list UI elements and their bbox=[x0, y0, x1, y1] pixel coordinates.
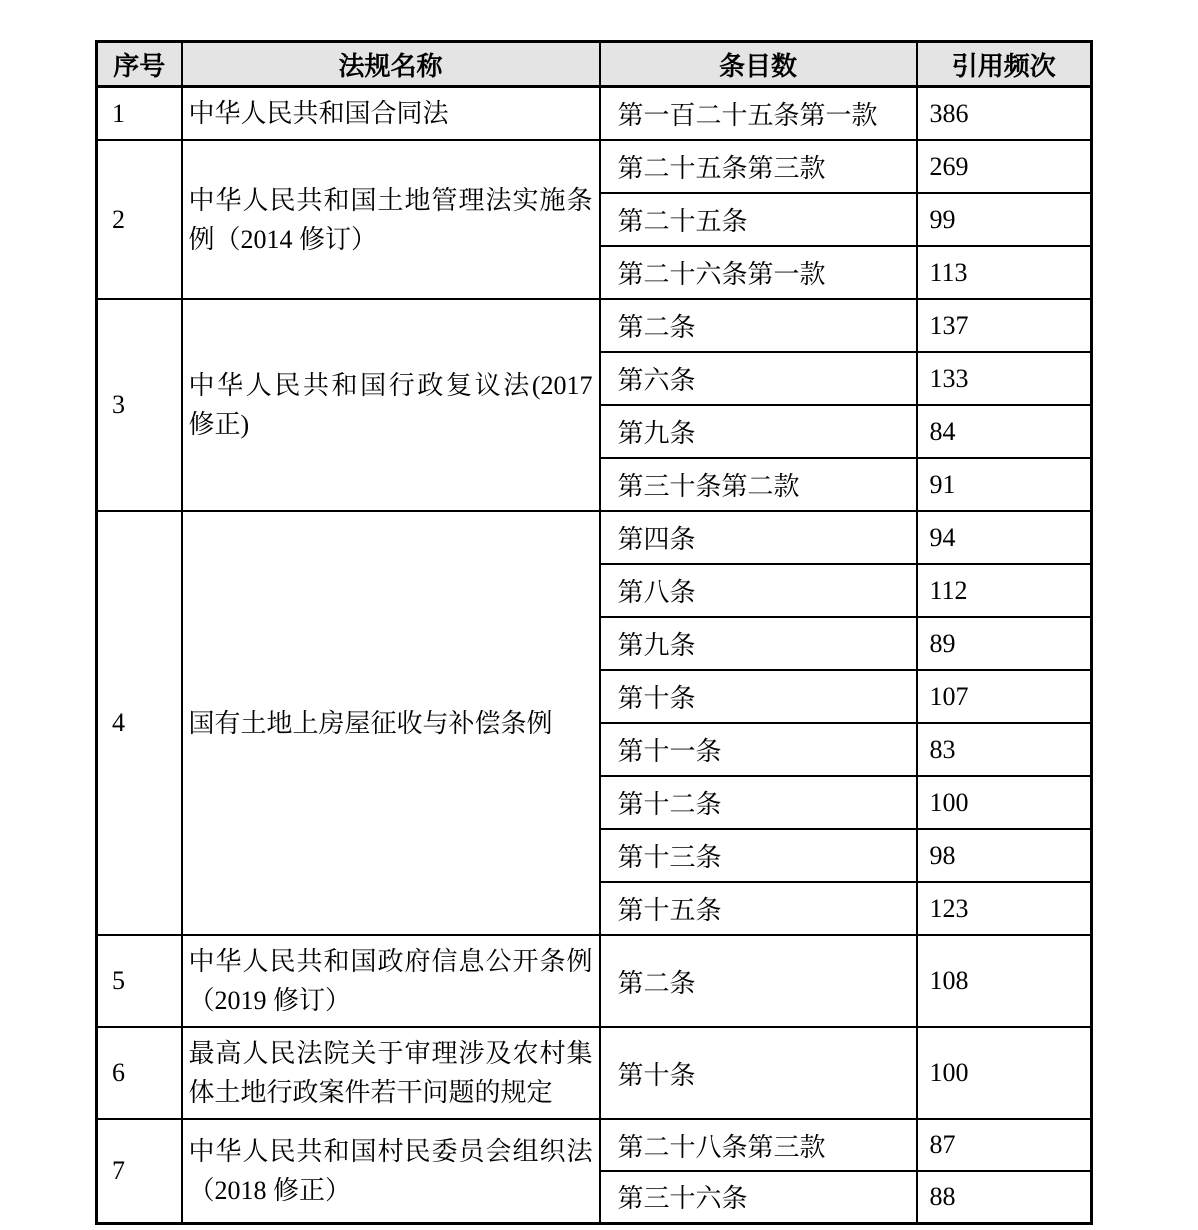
article-number-cell: 第十一条 bbox=[600, 723, 917, 776]
serial-number-cell: 3 bbox=[97, 299, 182, 511]
citation-count-cell: 123 bbox=[917, 882, 1092, 935]
article-number-cell: 第十条 bbox=[600, 1027, 917, 1119]
regulation-name-cell: 最高人民法院关于审理涉及农村集体土地行政案件若干问题的规定 bbox=[182, 1027, 600, 1119]
article-number-cell: 第二十八条第三款 bbox=[600, 1119, 917, 1171]
table-row bbox=[97, 299, 1092, 352]
citation-count-cell: 100 bbox=[917, 776, 1092, 829]
citation-count-cell: 89 bbox=[917, 617, 1092, 670]
article-number-cell: 第二十五条第三款 bbox=[600, 140, 917, 193]
table-row bbox=[97, 140, 1092, 193]
article-number-cell: 第九条 bbox=[600, 617, 917, 670]
table-row bbox=[97, 935, 1092, 1027]
citation-count-cell: 100 bbox=[917, 1027, 1092, 1119]
header-article-number: 条目数 bbox=[600, 42, 917, 87]
serial-number-cell: 7 bbox=[97, 1119, 182, 1223]
article-number-cell: 第四条 bbox=[600, 511, 917, 564]
article-number-cell: 第十五条 bbox=[600, 882, 917, 935]
citation-count-cell: 99 bbox=[917, 193, 1092, 246]
table-row bbox=[97, 1027, 1092, 1119]
regulation-name-cell: 中华人民共和国政府信息公开条例（2019 修订） bbox=[182, 935, 600, 1027]
citation-count-cell: 137 bbox=[917, 299, 1092, 352]
citation-count-cell: 107 bbox=[917, 670, 1092, 723]
article-number-cell: 第九条 bbox=[600, 405, 917, 458]
citation-count-cell: 88 bbox=[917, 1171, 1092, 1223]
article-number-cell: 第八条 bbox=[600, 564, 917, 617]
citation-count-cell: 83 bbox=[917, 723, 1092, 776]
header-serial-number: 序号 bbox=[97, 42, 182, 87]
citation-count-cell: 112 bbox=[917, 564, 1092, 617]
article-number-cell: 第三十条第二款 bbox=[600, 458, 917, 511]
citation-count-cell: 269 bbox=[917, 140, 1092, 193]
header-regulation-name: 法规名称 bbox=[182, 42, 600, 87]
citation-count-cell: 87 bbox=[917, 1119, 1092, 1171]
table-row bbox=[97, 87, 1092, 141]
citation-count-cell: 98 bbox=[917, 829, 1092, 882]
table-body bbox=[97, 87, 1092, 1224]
serial-number-cell: 5 bbox=[97, 935, 182, 1027]
citation-count-cell: 386 bbox=[917, 87, 1092, 141]
regulation-name-cell: 中华人民共和国村民委员会组织法（2018 修正） bbox=[182, 1119, 600, 1223]
table-row bbox=[97, 511, 1092, 564]
regulations-citation-table bbox=[95, 40, 1093, 1225]
serial-number-cell: 1 bbox=[97, 87, 182, 141]
article-number-cell: 第一百二十五条第一款 bbox=[600, 87, 917, 141]
serial-number-cell: 2 bbox=[97, 140, 182, 299]
citation-count-cell: 113 bbox=[917, 246, 1092, 299]
citation-count-cell: 133 bbox=[917, 352, 1092, 405]
article-number-cell: 第十三条 bbox=[600, 829, 917, 882]
regulation-name-cell: 中华人民共和国行政复议法(2017 修正) bbox=[182, 299, 600, 511]
article-number-cell: 第十条 bbox=[600, 670, 917, 723]
article-number-cell: 第二条 bbox=[600, 299, 917, 352]
regulation-name-cell: 中华人民共和国土地管理法实施条例（2014 修订） bbox=[182, 140, 600, 299]
article-number-cell: 第六条 bbox=[600, 352, 917, 405]
article-number-cell: 第二条 bbox=[600, 935, 917, 1027]
header-citation-frequency: 引用频次 bbox=[917, 42, 1092, 87]
serial-number-cell: 6 bbox=[97, 1027, 182, 1119]
citation-count-cell: 108 bbox=[917, 935, 1092, 1027]
article-number-cell: 第三十六条 bbox=[600, 1171, 917, 1223]
citation-count-cell: 91 bbox=[917, 458, 1092, 511]
table-header-row bbox=[97, 42, 1092, 87]
citation-count-cell: 84 bbox=[917, 405, 1092, 458]
table-row bbox=[97, 1119, 1092, 1171]
article-number-cell: 第二十五条 bbox=[600, 193, 917, 246]
citation-count-cell: 94 bbox=[917, 511, 1092, 564]
article-number-cell: 第二十六条第一款 bbox=[600, 246, 917, 299]
regulation-name-cell: 国有土地上房屋征收与补偿条例 bbox=[182, 511, 600, 935]
article-number-cell: 第十二条 bbox=[600, 776, 917, 829]
regulation-name-cell: 中华人民共和国合同法 bbox=[182, 87, 600, 141]
serial-number-cell: 4 bbox=[97, 511, 182, 935]
